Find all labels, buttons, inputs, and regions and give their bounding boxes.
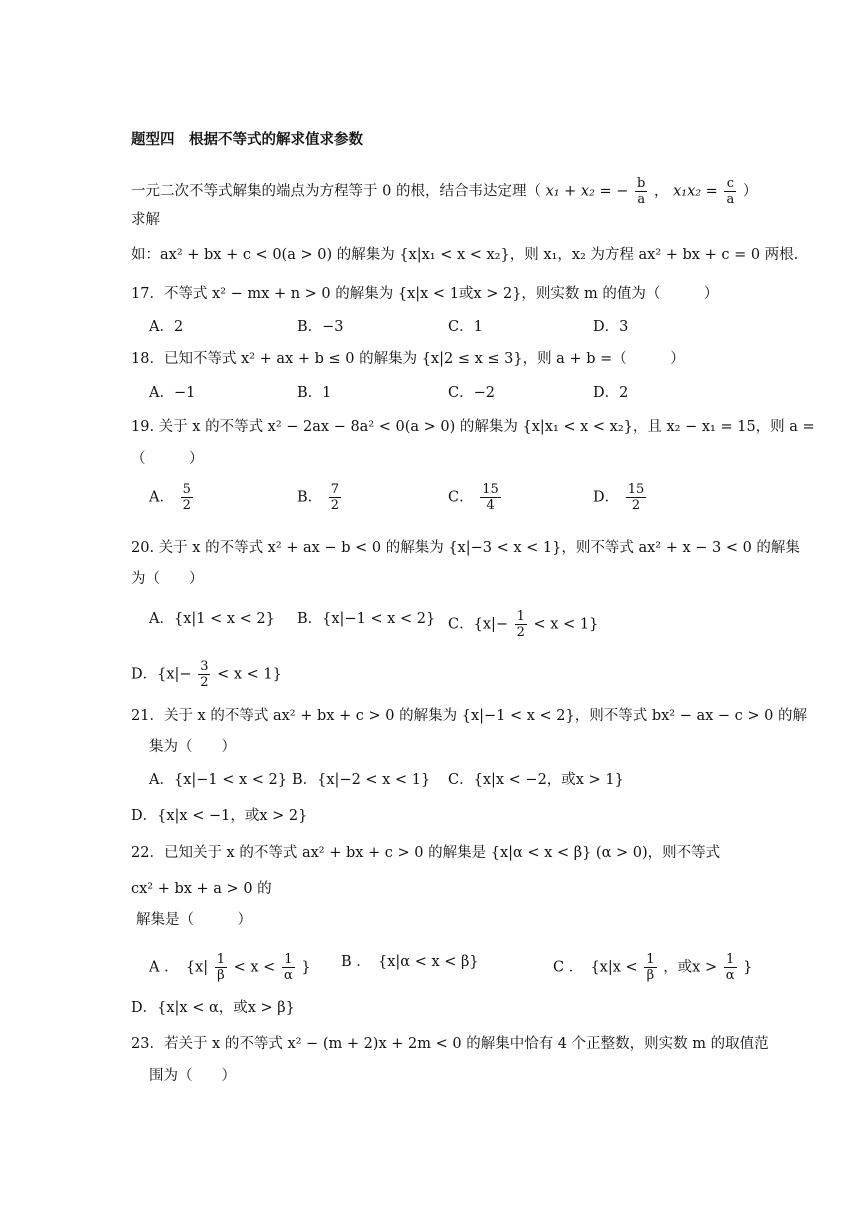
frac-num: 3 xyxy=(200,659,209,674)
question-17-stem: 17．不等式 x² − mx + n > 0 的解集为 {x|x < 1或x > 2}，则实数 m 的值为（ ） xyxy=(131,286,719,302)
frac-den: a xyxy=(637,192,646,207)
frac-den: 2 xyxy=(330,498,340,513)
q18-option-b[interactable]: B．1 xyxy=(297,385,332,401)
question-22-stem-2: cx² + bx + a > 0 的 xyxy=(131,881,272,897)
question-23-stem-2: 围为（ ） xyxy=(149,1068,236,1084)
intro-line-2: 求解 xyxy=(131,212,160,228)
question-21-stem: 21．关于 x 的不等式 ax² + bx + c > 0 的解集为 {x|−1 < x < 2}，则不等式 bx² − ax − c > 0 的解 xyxy=(131,708,808,724)
question-21-stem-2: 集为（ ） xyxy=(149,739,236,755)
option-pre: C．{x|− xyxy=(448,616,509,633)
frac-den: β xyxy=(646,968,655,983)
frac-den: a xyxy=(726,192,735,207)
frac-num: 15 xyxy=(627,482,645,497)
option-label: B． xyxy=(297,489,323,506)
fraction xyxy=(329,482,341,513)
question-23-stem: 23．若关于 x 的不等式 x² − (m + 2)x + 2m < 0 的解集中恰有 4 个正整数，则实数 m 的取值范 xyxy=(131,1036,769,1052)
option-label: C． xyxy=(448,489,474,506)
option-post: } xyxy=(743,959,753,976)
frac-num: c xyxy=(724,176,736,192)
frac-num: 1 xyxy=(282,952,295,968)
fraction xyxy=(724,952,737,983)
q19-option-a[interactable] xyxy=(149,482,195,513)
frac-den: 2 xyxy=(631,498,641,513)
q20-option-a[interactable]: A．{x|1 < x < 2} xyxy=(149,611,275,627)
q20-option-c[interactable] xyxy=(448,609,598,640)
frac-den: α xyxy=(725,968,735,983)
q21-option-b[interactable]: B．{x|−2 < x < 1} xyxy=(292,772,431,788)
option-post: < x < 1} xyxy=(217,666,282,683)
q19-option-c[interactable] xyxy=(448,482,503,513)
question-20-stem: 20. 关于 x 的不等式 x² + ax − b < 0 的解集为 {x|−3 < x < 1}，则不等式 ax² + x − 3 < 0 的解集 xyxy=(131,540,800,556)
q21-option-d[interactable]: D．{x|x < −1，或x > 2} xyxy=(131,808,308,824)
intro-text-b: ） xyxy=(742,183,758,200)
fraction xyxy=(515,609,527,640)
option-post: } xyxy=(301,959,311,976)
question-22-stem: 22．已知关于 x 的不等式 ax² + bx + c > 0 的解集是 {x|α < x < β} (α > 0)，则不等式 xyxy=(131,845,721,861)
q18-option-c[interactable]: C．−2 xyxy=(448,385,495,401)
question-18-stem: 18．已知不等式 x² + ax + b ≤ 0 的解集为 {x|2 ≤ x ≤ 3}，则 a + b =（ ） xyxy=(131,351,685,367)
frac-num: 15 xyxy=(482,482,499,497)
frac-num: 1 xyxy=(216,952,226,967)
option-pre: D．{x|− xyxy=(131,666,192,683)
option-pre: A ． {x| xyxy=(149,959,209,976)
fraction xyxy=(282,952,295,983)
example-line: 如：ax² + bx + c < 0(a > 0) 的解集为 {x|x₁ < x < x₂}，则 x₁，x₂ 为方程 ax² + bx + c = 0 两根. xyxy=(131,247,799,263)
frac-num: 7 xyxy=(330,482,340,497)
option-pre: C ． {x|x < xyxy=(553,959,638,976)
q19-option-d[interactable] xyxy=(593,482,648,513)
q22-option-a[interactable] xyxy=(149,952,311,983)
section-title: 题型四 根据不等式的解求值求参数 xyxy=(131,132,363,148)
q20-option-b[interactable]: B．{x|−1 < x < 2} xyxy=(297,611,436,627)
question-19-stem: 19. 关于 x 的不等式 x² − 2ax − 8a² < 0(a > 0) 的解集为 {x|x₁ < x < x₂}，且 x₂ − x₁ = 15，则 a = xyxy=(131,419,815,435)
option-post: < x < 1} xyxy=(533,616,599,633)
frac-num: 1 xyxy=(724,952,737,968)
frac-den: 2 xyxy=(182,498,191,513)
fraction xyxy=(198,659,210,690)
fraction-b-over-a xyxy=(635,176,647,207)
frac-den: α xyxy=(283,968,293,983)
option-mid: ，或x > xyxy=(663,959,718,976)
intro-line xyxy=(131,176,757,207)
q21-option-c[interactable]: C．{x|x < −2，或x > 1} xyxy=(448,772,624,788)
q22-option-b[interactable]: B ． {x|α < x < β} xyxy=(341,954,479,970)
fraction xyxy=(181,482,193,513)
option-label: A． xyxy=(149,489,174,506)
intro-text-a: 一元二次不等式解集的端点为方程等于 0 的根，结合韦达定理（ xyxy=(131,183,541,200)
frac-num: b xyxy=(637,176,646,191)
fraction-c-over-a xyxy=(724,176,736,207)
option-mid: < x < xyxy=(233,959,276,976)
question-19-stem-2: （ ） xyxy=(131,451,204,467)
vieta-prod: x₁x₂ = xyxy=(673,183,718,200)
frac-num: 1 xyxy=(516,609,525,624)
q18-option-a[interactable]: A．−1 xyxy=(149,385,196,401)
vieta-sum: x₁ + x₂ = − xyxy=(545,183,629,200)
question-20-stem-2: 为（ ） xyxy=(131,571,204,587)
q22-option-c[interactable] xyxy=(553,952,752,983)
frac-num: 5 xyxy=(182,482,191,497)
q17-option-c[interactable]: C．1 xyxy=(448,319,483,335)
q19-option-b[interactable] xyxy=(297,482,343,513)
fraction xyxy=(480,482,501,513)
q21-option-a[interactable]: A．{x|−1 < x < 2} xyxy=(149,772,287,788)
question-22-stem-3: 解集是（ ） xyxy=(136,912,252,928)
q17-option-b[interactable]: B．−3 xyxy=(297,319,344,335)
frac-den: 4 xyxy=(486,498,495,513)
frac-den: β xyxy=(217,968,225,983)
q20-option-d[interactable] xyxy=(131,659,282,690)
frac-num: 1 xyxy=(646,952,655,967)
frac-den: 2 xyxy=(200,675,209,690)
option-label: D． xyxy=(593,489,620,506)
vieta-sep: ， xyxy=(653,183,669,200)
fraction xyxy=(644,952,656,983)
q18-option-d[interactable]: D．2 xyxy=(593,385,629,401)
q22-option-d[interactable]: D．{x|x < α，或x > β} xyxy=(131,1000,295,1016)
fraction xyxy=(215,952,227,983)
frac-den: 2 xyxy=(516,625,525,640)
fraction xyxy=(626,482,647,513)
q17-option-a[interactable]: A．2 xyxy=(149,319,184,335)
q17-option-d[interactable]: D．3 xyxy=(593,319,629,335)
